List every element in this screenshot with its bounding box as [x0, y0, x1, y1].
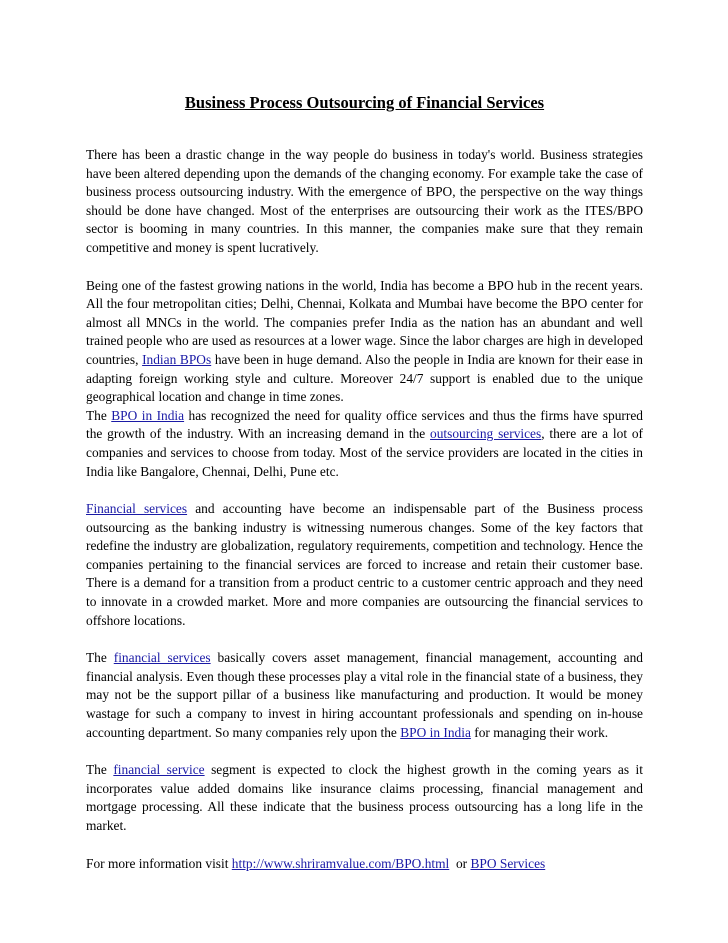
text-span: have been in huge demand. Also the people in India are known for their ease in adapting foreign working style and culture. Moreover 24/7 support is enabled due to the unique geographical location and change in time zones. [86, 351, 644, 405]
paragraph-financial-services [86, 500, 643, 630]
outsourcing-services-link[interactable]: outsourcing services [430, 426, 542, 442]
financial-service-link[interactable]: financial service [113, 762, 205, 778]
bpo-in-india-link-2[interactable]: BPO in India [400, 724, 471, 740]
text-span: segment is expected to clock the highest growth in the coming years as it incorporates value added domains like insurance claims processing, financial management and mortgage processing. All these indicate that the business process outsourcing has a long life in the market. [86, 762, 643, 833]
text-span: and accounting have become an indispensable part of the Business process outsourcing as the banking industry is witnessing numerous changes. Some of the key factors that redefine the industry are globalization, regulatory requirements, competition and technology. Hence the companies pertaining to the financial services are forced to increase and retain their customer base. There is a demand for a transition from a product centric to a customer centric approach and they need to innovate in a crowded market. More and more companies are outsourcing the financial services to offshore locations. [86, 501, 643, 628]
text-span: or [449, 855, 471, 871]
paragraph-financial-coverage [86, 649, 643, 742]
financial-services-link-2[interactable]: financial services [113, 650, 211, 666]
text-span: The [86, 407, 112, 423]
text-span: for managing their work. [470, 724, 609, 740]
financial-services-link[interactable]: Financial services [86, 501, 188, 517]
text-span: , there are a lot of companies and services to choose from today. Most of the service providers are located in the cities in India like Bangalore, Chennai, Delhi, Pune etc. [86, 426, 644, 479]
text-span: The [86, 650, 114, 666]
paragraph-intro: There has been a drastic change in the way people do business in today's world. Business strategies have been altered depending upon the demands of the changing economy. For example take the case of business process outsourcing industry. With the emergence of BPO, the perspective on the way things should be done have changed. Most of the enterprises are outsourcing their work as the ITES/BPO sector is booming in many countries. In this manner, the companies make sure that they remain competitive and money is spent lucratively. [86, 147, 643, 255]
text-span: has recognized the need for quality office services and thus the firms have spurred the growth of the industry. With an increasing demand in the [86, 407, 643, 442]
text-span: basically covers asset management, financial management, accounting and financial analysis. Even though these processes play a vital role in the financial state of a business, they may not be the support pillar of a business like manufacturing and production. It would be money wastage for such a company to invest in hiring accountant professionals and spending on in-house accounting department. So many companies rely upon the [86, 650, 643, 740]
paragraph-india-bpo-hub [86, 277, 643, 407]
bpo-in-india-link[interactable]: BPO in India [111, 407, 185, 423]
text-span: For more information visit [86, 855, 232, 871]
bpo-services-link[interactable]: BPO Services [470, 855, 546, 871]
document-page [86, 93, 643, 873]
footer-more-info [86, 855, 643, 874]
indian-bpos-link[interactable]: Indian BPOs [142, 351, 212, 367]
paragraph-growth-outlook [86, 761, 643, 835]
text-span: Being one of the fastest growing nations in the world, India has become a BPO hub in the recent years. All the four metropolitan cities; Delhi, Chennai, Kolkata and Mumbai have become the BPO center for almost all MNCs in the world. The companies prefer India as the nation has an abundant and well trained people who are used as resources at a lower wage. Since the labor charges are high in developed countries, [86, 277, 643, 367]
text-span: The [86, 762, 114, 778]
shriramvalue-url-link[interactable]: http://www.shriramvalue.com/BPO.html [231, 855, 450, 871]
paragraph-bpo-in-india [86, 407, 643, 481]
document-title: Business Process Outsourcing of Financial Services [184, 93, 545, 112]
